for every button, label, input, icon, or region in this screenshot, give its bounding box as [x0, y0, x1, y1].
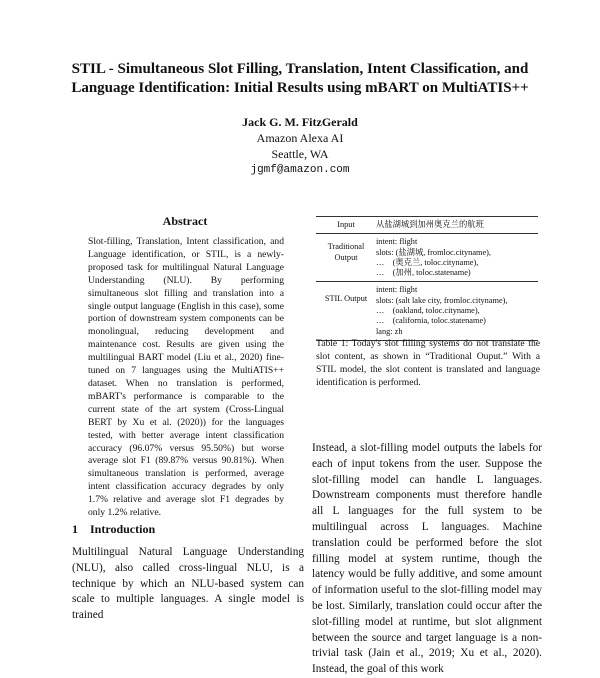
table-cell-line: … (奥克兰, toloc.cityname), — [376, 257, 479, 267]
table-row — [316, 217, 538, 234]
title-line-2: Language Identification: Initial Results using mBART on MultiATIS++ — [71, 80, 529, 96]
table-cell-line: intent: flight — [376, 237, 418, 247]
title-line-1: STIL - Simultaneous Slot Filling, Translation, Intent Classification, and — [71, 61, 529, 77]
table-cell-line: … (加州, toloc.statename) — [376, 268, 471, 278]
section-number: 1 — [72, 522, 78, 536]
author-block — [150, 114, 450, 178]
table-row — [316, 234, 538, 282]
table-row — [316, 282, 538, 340]
paper-title — [40, 60, 560, 98]
table-cell-line: lang: zh — [376, 326, 403, 336]
table-cell-line: slots: (salt lake city, fromloc.cityname), — [376, 295, 508, 305]
author-name: Jack G. M. FitzGerald — [242, 115, 358, 129]
abstract-heading: Abstract — [162, 214, 208, 228]
author-location: Seattle, WA — [271, 147, 329, 161]
introduction-text: Multilingual Natural Language Understanding (NLU), also called cross-lingual NLU, is a technique by which an NLU-based system can scale to multiple languages. A single model is trained — [72, 546, 304, 622]
table-cell-line: intent: flight — [376, 285, 418, 295]
table-row-label: Input — [337, 220, 355, 229]
table-row-label: STIL Output — [324, 294, 368, 304]
table-cell-line: 从盐湖城到加州奥克兰的航班 — [376, 220, 484, 229]
abstract-text: Slot-filling, Translation, Intent classification, and Language identification, or STIL, is a newly-proposed task for multilingual Natural Language Understanding (NLU). By performing simultaneous slot filling and translation into a single output language (English in this case), some portion of downstream system components can be monolingual, reducing development and maintenance cost. Results are given using the multilingual BART model (Liu et al., 2020) fine-tuned on 7 languages using the MultiATIS++ dataset. When no translation is performed, mBART's performance is comparable to the current state of the art system (Cross-Lingual BERT by Xu et al. (2020)) for the languages tested, with better average intent classification accuracy (96.07% versus 95.50%) but worse average slot F1 (89.87% versus 90.81%). When simultaneous translation is performed, average intent classification accuracy degrades by only 1.7% relative and average slot F1 degrades by only 1.2% relative. — [88, 236, 284, 519]
section-title: Introduction — [90, 522, 156, 536]
table-caption: Table 1: Today's slot filling systems do not translate the slot content, as shown in “Traditional Ouput.” With a STIL model, the slot content is translated and language identification is performed. — [316, 338, 540, 388]
table-cell-line: … (california, toloc.statename) — [376, 316, 486, 326]
table-row-label: Traditional Output — [327, 242, 365, 262]
author-affiliation: Amazon Alexa AI — [256, 131, 344, 145]
section-heading-introduction — [72, 522, 302, 537]
body-text-right: Instead, a slot-filling model outputs the labels for each of input tokens from the user. Suppose the slot-filling model can handle L languages. Downstream components must therefore handle all L languages for the full system to be multilingual across L languages. Machine translation could be performed before the slot filling model at system runtime, though the latency would be fully additive, and some amount of information useful to the slot-filling model may be lost. Similarly, translation could occur after the slot-filling model at runtime, but slot alignment between the source and target language is a non-trivial task (Jain et al., 2019; Xu et al., 2020). Instead, the goal of this work — [312, 442, 542, 676]
table-cell-line: slots: (盐湖城, fromloc.cityname), — [376, 247, 491, 257]
example-table — [316, 216, 538, 341]
table-cell-line: … (oakland, toloc.cityname), — [376, 306, 480, 316]
author-email[interactable]: jgmf@amazon.com — [250, 164, 350, 176]
